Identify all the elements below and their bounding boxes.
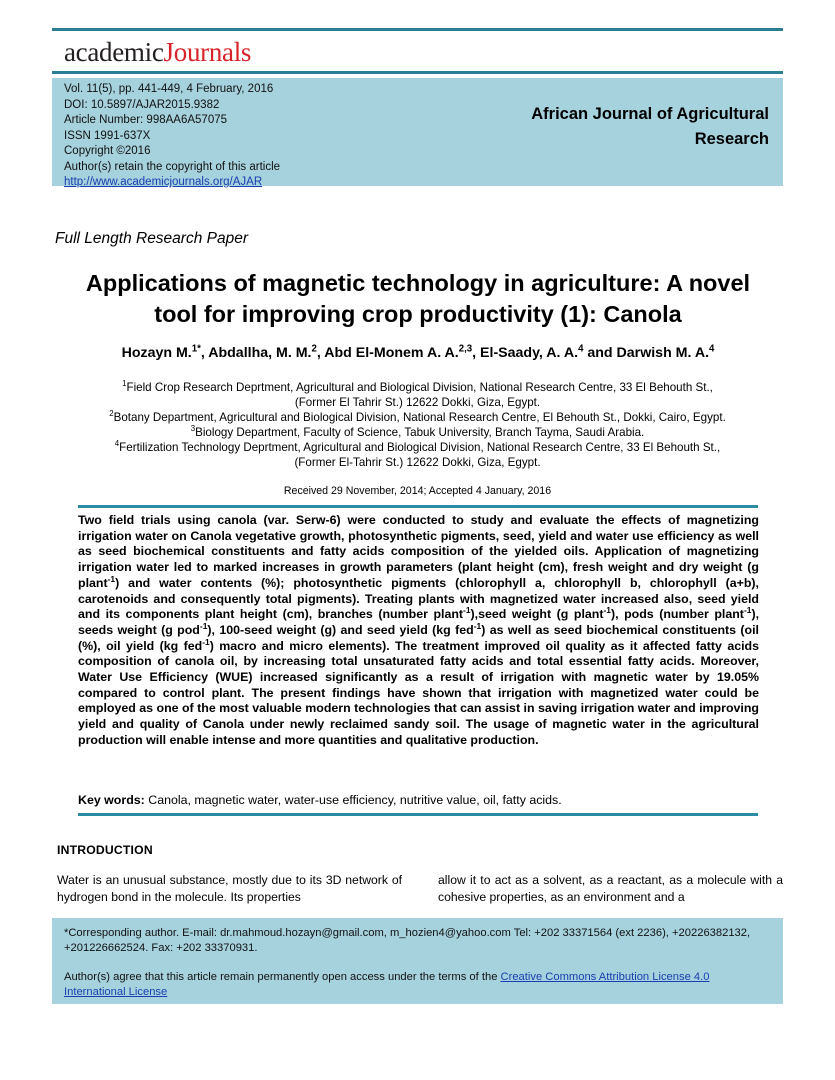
creative-commons-license-link[interactable]: Creative Commons Attribution License 4.0 International License [64,971,710,998]
abstract-bottom-rule [78,813,758,816]
affiliation-line: $^3$Biology Department, Faculty of Science, Tabuk University, Branch Tayma, Saudi Arabia. [190,424,645,439]
masthead [52,28,783,74]
affiliation-line: $^1$Field Crop Research Deprtment, Agricultural and Biological Division, National Research Centre, 33 El Behouth St., [122,379,713,394]
logo-text-journals: Journals [163,37,252,67]
academicjournals-logo[interactable] [52,31,783,71]
keywords-line [78,793,759,807]
received-accepted-dates: Received 29 November, 2014; Accepted 4 January, 2016 [283,485,552,497]
abstract-top-rule [78,505,758,508]
license-note [64,970,771,1000]
footer-band [52,918,783,1004]
introduction-column-right: allow it to act as a solvent, as a reactant, as a molecule with a cohesive properties, as an environment and a [438,873,783,904]
abstract-text: Two field trials using canola (var. Serw-6) were conducted to study and evaluate the effects of magnetizing irrigation water on Canola vegetative growth, photosynthetic pigments, seed, yield and water use efficiency as well as seed biochemical constituents and fatty acids composition of the yielded oils. Application of magnetizing irrigation water led to marked increases in growth parameters (plant height (cm), fresh weight and dry weight (g plant$^{-1}$) and water contents (%); photosynthetic pigments (chlorophyll a, chlorophyll b, chlorophyll (a+b), carotenoids and consequently total pigments). Treating plants with magnetized water increased also, seed yield and its components plant height (cm), branches (number plant$^{-1}$),seed weight (g plant$^{-1}$), pods (number plant$^{-1}$), seeds weight (g pod$^{-1}$), 100-seed weight (g) and seed yield (kg fed$^{-1}$) as well as seed biochemical constituents (oil (%), oil yield (kg fed$^{-1}$) macro and micro elements). The treatment improved oil quality as it affected fatty acids composition of canola oil, by increasing total unsaturated fatty acids and total essential fatty acids. Moreover, Water Use Efficiency (WUE) increased significantly as a result of irrigation with magnetic water by 19.05% compared to control plant. The present findings have shown that irrigation with magnetized water could be employed as one of the most valuable modern technologies that can assist in saving irrigation water and improving yield and quality of Canola under newly reclaimed sandy soil. The usage of magnetic water in the agricultural production will enable intense and more quantities and qualitative production. [78,513,760,747]
affiliation-line: (Former El-Tahrir St.) 12622 Dokki, Giza, Egypt. [294,456,541,469]
copyright-retention-line: Author(s) retain the copyright of this article [64,160,281,173]
section-heading-introduction: INTRODUCTION [57,843,153,857]
journal-metadata-block [64,82,280,191]
affiliations-block [52,380,783,470]
keywords-value: Canola, magnetic water, water-use efficiency, nutritive value, oil, fatty acids. [148,793,562,807]
copyright-line: Copyright ©2016 [64,145,151,157]
introduction-column-left: Water is an unusual substance, mostly due to its 3D network of hydrogen bond in the molecule. Its properties [57,873,402,904]
logo-text-academic: academic [64,37,164,67]
journal-header-band [52,78,783,186]
masthead-bottom-rule [52,71,783,74]
license-prefix-text: Author(s) agree that this article remain permanently open access under the terms of the [64,971,501,983]
keywords-label: Key words: [78,793,145,807]
issn-line: ISSN 1991-637X [64,129,151,142]
affiliation-line: $^2$Botany Department, Agricultural and Biological Division, National Research Centre, El Behouth St., Dokki, Cairo, Egypt. [109,409,726,424]
doi-line: DOI: 10.5897/AJAR2015.9382 [64,98,220,111]
affiliation-line: $^4$Fertilization Technology Deprtment, Agricultural and Biological Division, National Research Centre, 33 El Behouth St., [114,439,721,454]
page-title: Applications of magnetic technology in agriculture: A novel tool for improving crop productivity (1): Canola [85,270,751,327]
article-type-label: Full Length Research Paper [55,230,249,247]
journal-url-link[interactable]: http://www.academicjournals.org/AJAR [64,176,263,188]
introduction-columns [57,872,783,905]
journal-title: African Journal of Agricultural Research [531,105,769,148]
volume-line: Vol. 11(5), pp. 441-449, 4 February, 2016 [64,83,274,95]
corresponding-author-note: *Corresponding author. E-mail: dr.mahmoud.hozayn@gmail.com, m_hozien4@yahoo.com Tel: +202 33371564 (ext 2236), +20226382132, +201226662524. Fax: +202 33370931. [64,927,751,954]
article-number-line: Article Number: 998AA6A57075 [64,114,228,126]
authors-line: Hozayn M.$^{1*}$, Abdallha, M. M.$^2$, Abd El-Monem A. A.$^{2,3}$, El-Saady, A. A.$^4$ and Darwish M. A.$^4$ [121,343,715,361]
affiliation-line: (Former El Tahrir St.) 12622 Dokki, Giza, Egypt. [294,396,541,409]
